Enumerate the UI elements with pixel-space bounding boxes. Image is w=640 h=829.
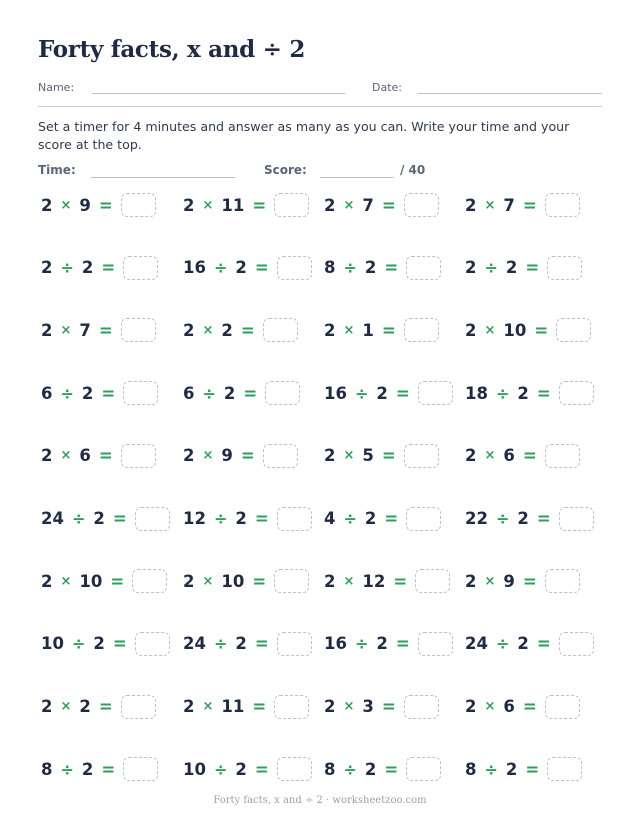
divide-sign: ÷ [484, 258, 498, 278]
answer-box[interactable] [135, 507, 170, 531]
answer-box[interactable] [545, 569, 580, 593]
operand-b: 10 [503, 320, 527, 340]
divide-sign: ÷ [343, 509, 357, 528]
operand-a: 2 [324, 320, 336, 340]
operand-a: 6 [41, 383, 53, 403]
operand-a: 6 [183, 383, 195, 403]
operand-a: 2 [41, 697, 53, 717]
answer-box[interactable] [121, 444, 156, 468]
answer-box[interactable] [123, 757, 158, 781]
equals-sign: = [254, 509, 269, 528]
equals-sign: = [381, 195, 396, 215]
operand-a: 8 [41, 759, 53, 779]
answer-box[interactable] [545, 193, 580, 217]
answer-box[interactable] [132, 569, 167, 593]
answer-box[interactable] [418, 632, 453, 656]
date-label: Date: [372, 81, 402, 94]
answer-box[interactable] [547, 757, 582, 781]
score-total: / 40 [400, 163, 426, 177]
answer-box[interactable] [559, 381, 594, 405]
operand-a: 24 [465, 634, 488, 654]
answer-box[interactable] [556, 318, 591, 342]
operand-a: 10 [183, 759, 206, 779]
answer-box[interactable] [404, 318, 439, 342]
divide-sign: ÷ [202, 383, 216, 403]
score-label: Score: [264, 163, 307, 177]
multiply-sign: × [484, 573, 496, 589]
operand-a: 18 [465, 383, 488, 403]
problem-item [465, 506, 594, 532]
operand-b: 10 [79, 571, 103, 591]
operand-b: 2 [221, 320, 233, 340]
operand-b: 2 [517, 383, 529, 403]
problem-item [324, 443, 439, 469]
problem-item [41, 380, 158, 406]
answer-box[interactable] [265, 381, 300, 405]
equals-sign: = [525, 759, 540, 779]
answer-box[interactable] [404, 695, 439, 719]
operand-a: 2 [465, 195, 477, 215]
operand-a: 2 [41, 258, 53, 278]
date-field[interactable] [418, 93, 602, 94]
multiply-sign: × [202, 322, 214, 338]
problem-item [324, 317, 439, 343]
answer-box[interactable] [415, 569, 450, 593]
problem-item [41, 317, 156, 343]
divide-sign: ÷ [495, 634, 510, 654]
answer-box[interactable] [123, 256, 158, 280]
operand-b: 2 [376, 634, 388, 654]
answer-box[interactable] [545, 444, 580, 468]
equals-sign: = [522, 571, 537, 591]
problem-item [183, 443, 298, 469]
equals-sign: = [534, 320, 549, 340]
answer-box[interactable] [274, 193, 309, 217]
operand-b: 11 [221, 697, 245, 717]
operand-b: 6 [503, 697, 515, 717]
operand-b: 3 [362, 697, 374, 717]
answer-box[interactable] [559, 507, 594, 531]
operand-b: 2 [517, 509, 529, 528]
equals-sign: = [395, 634, 410, 654]
operand-a: 4 [324, 509, 336, 528]
problem-item [324, 255, 441, 281]
problem-item [465, 443, 580, 469]
name-field[interactable] [92, 93, 345, 94]
problem-item [41, 506, 170, 532]
operand-a: 2 [41, 195, 53, 215]
operand-b: 2 [93, 509, 105, 528]
operand-a: 2 [183, 446, 195, 466]
equals-sign: = [98, 446, 113, 466]
operand-b: 2 [364, 258, 377, 278]
problem-item [465, 568, 580, 594]
equals-sign: = [536, 509, 551, 528]
operand-a: 24 [41, 509, 64, 528]
problem-item [465, 255, 582, 281]
operand-b: 2 [364, 509, 377, 528]
operand-b: 7 [503, 195, 515, 215]
operand-b: 2 [364, 759, 377, 779]
operand-b: 6 [79, 446, 91, 466]
equals-sign: = [381, 320, 396, 340]
problem-item [41, 694, 156, 720]
equals-sign: = [112, 509, 127, 528]
answer-box[interactable] [274, 569, 309, 593]
problem-item [324, 380, 453, 406]
divide-sign: ÷ [343, 258, 357, 278]
equals-sign: = [252, 571, 267, 591]
multiply-sign: × [343, 322, 355, 338]
operand-b: 2 [235, 759, 247, 779]
answer-box[interactable] [121, 193, 156, 217]
problem-item [324, 631, 453, 657]
equals-sign: = [243, 383, 258, 403]
operand-b: 2 [81, 258, 94, 278]
operand-b: 2 [235, 509, 247, 528]
answer-box[interactable] [277, 256, 312, 280]
problem-item [324, 694, 439, 720]
operand-b: 2 [505, 258, 518, 278]
operand-a: 2 [183, 571, 195, 591]
footer: Forty facts, x and ÷ 2 · worksheetzoo.com [213, 795, 427, 806]
operand-b: 2 [235, 634, 247, 654]
multiply-sign: × [484, 448, 496, 464]
operand-b: 2 [376, 383, 388, 403]
operand-a: 16 [183, 258, 206, 278]
operand-b: 2 [235, 258, 247, 278]
operand-b: 9 [221, 446, 233, 466]
answer-box[interactable] [263, 444, 298, 468]
problem-item [183, 506, 312, 532]
operand-b: 11 [221, 195, 245, 215]
multiply-sign: × [202, 197, 214, 213]
problem-item [465, 694, 580, 720]
equals-sign: = [522, 446, 537, 466]
problem-item [324, 756, 441, 782]
operand-a: 2 [324, 697, 336, 717]
problem-item [41, 255, 158, 281]
equals-sign: = [98, 697, 113, 717]
equals-sign: = [101, 759, 116, 779]
operand-a: 10 [41, 634, 64, 654]
problem-item [324, 568, 450, 594]
operand-a: 2 [41, 446, 53, 466]
multiply-sign: × [484, 699, 496, 715]
operand-a: 16 [324, 383, 347, 403]
divide-sign: ÷ [213, 509, 228, 528]
equals-sign: = [522, 697, 537, 717]
divide-sign: ÷ [71, 509, 86, 528]
answer-box[interactable] [406, 507, 441, 531]
operand-b: 7 [362, 195, 374, 215]
multiply-sign: × [60, 699, 72, 715]
problem-item [183, 192, 309, 218]
answer-box[interactable] [404, 444, 439, 468]
operand-b: 7 [79, 320, 91, 340]
answer-box[interactable] [121, 695, 156, 719]
multiply-sign: × [484, 197, 496, 213]
multiply-sign: × [202, 448, 214, 464]
multiply-sign: × [60, 322, 72, 338]
problem-item [183, 317, 298, 343]
operand-a: 2 [465, 446, 477, 466]
operand-a: 2 [324, 446, 336, 466]
multiply-sign: × [343, 448, 355, 464]
problem-item [465, 756, 582, 782]
equals-sign: = [252, 195, 267, 215]
operand-b: 2 [81, 759, 94, 779]
operand-a: 8 [324, 258, 336, 278]
problem-item [324, 506, 441, 532]
divide-sign: ÷ [60, 759, 74, 779]
divide-sign: ÷ [71, 634, 86, 654]
divide-sign: ÷ [213, 759, 228, 779]
equals-sign: = [395, 383, 410, 403]
multiply-sign: × [343, 573, 355, 589]
multiply-sign: × [343, 699, 355, 715]
multiply-sign: × [60, 197, 72, 213]
multiply-sign: × [60, 573, 72, 589]
operand-a: 2 [465, 258, 477, 278]
problem-item [183, 631, 312, 657]
equals-sign: = [110, 571, 125, 591]
operand-b: 2 [81, 383, 94, 403]
operand-b: 1 [362, 320, 374, 340]
equals-sign: = [536, 634, 551, 654]
instructions-text: Set a timer for 4 minutes and answer as many as you can. Write your time and your score at the top. [38, 119, 570, 152]
operand-a: 24 [183, 634, 206, 654]
equals-sign: = [98, 195, 113, 215]
problem-item [465, 192, 580, 218]
answer-box[interactable] [277, 632, 312, 656]
operand-a: 2 [183, 697, 195, 717]
divide-sign: ÷ [213, 258, 228, 278]
operand-a: 2 [183, 320, 195, 340]
answer-box[interactable] [418, 381, 453, 405]
answer-box[interactable] [559, 632, 594, 656]
time-field[interactable] [91, 177, 235, 178]
multiply-sign: × [202, 699, 214, 715]
equals-sign: = [381, 697, 396, 717]
equals-sign: = [522, 195, 537, 215]
equals-sign: = [384, 258, 399, 278]
multiply-sign: × [60, 448, 72, 464]
operand-a: 2 [465, 571, 477, 591]
operand-b: 10 [221, 571, 245, 591]
operand-a: 2 [324, 195, 336, 215]
divide-sign: ÷ [484, 759, 498, 779]
score-field[interactable] [320, 177, 394, 178]
divide-sign: ÷ [495, 383, 510, 403]
divide-sign: ÷ [213, 634, 228, 654]
answer-box[interactable] [406, 256, 441, 280]
problem-item [41, 631, 170, 657]
answer-box[interactable] [547, 256, 582, 280]
operand-a: 12 [183, 509, 206, 528]
header-divider [38, 106, 602, 107]
equals-sign: = [536, 383, 551, 403]
operand-a: 2 [324, 571, 336, 591]
operand-b: 9 [79, 195, 91, 215]
operand-b: 5 [362, 446, 374, 466]
equals-sign: = [393, 571, 408, 591]
operand-b: 12 [362, 571, 386, 591]
problem-item [465, 631, 594, 657]
answer-box[interactable] [545, 695, 580, 719]
operand-b: 2 [517, 634, 529, 654]
equals-sign: = [384, 759, 399, 779]
answer-box[interactable] [135, 632, 170, 656]
divide-sign: ÷ [60, 383, 74, 403]
answer-box[interactable] [277, 507, 312, 531]
operand-b: 6 [503, 446, 515, 466]
equals-sign: = [525, 258, 540, 278]
problem-item [465, 317, 591, 343]
equals-sign: = [101, 383, 116, 403]
divide-sign: ÷ [60, 258, 74, 278]
operand-a: 2 [41, 571, 53, 591]
answer-box[interactable] [404, 193, 439, 217]
equals-sign: = [254, 634, 269, 654]
problem-item [183, 568, 309, 594]
equals-sign: = [384, 509, 399, 528]
operand-a: 16 [324, 634, 347, 654]
problem-item [465, 380, 594, 406]
equals-sign: = [254, 759, 269, 779]
multiply-sign: × [484, 322, 496, 338]
multiply-sign: × [202, 573, 214, 589]
divide-sign: ÷ [343, 759, 357, 779]
operand-b: 2 [93, 634, 105, 654]
problem-item [183, 756, 312, 782]
problem-item [41, 756, 158, 782]
problem-item [324, 192, 439, 218]
answer-box[interactable] [121, 318, 156, 342]
problem-item [41, 443, 156, 469]
problem-item [183, 694, 309, 720]
operand-a: 8 [324, 759, 336, 779]
operand-a: 2 [41, 320, 53, 340]
operand-a: 8 [465, 759, 477, 779]
answer-box[interactable] [274, 695, 309, 719]
divide-sign: ÷ [354, 383, 369, 403]
operand-a: 2 [465, 320, 477, 340]
answer-box[interactable] [277, 757, 312, 781]
equals-sign: = [112, 634, 127, 654]
problem-item [183, 255, 312, 281]
operand-b: 2 [79, 697, 91, 717]
page-title: Forty facts, x and ÷ 2 [38, 36, 306, 63]
operand-a: 22 [465, 509, 488, 528]
equals-sign: = [254, 258, 269, 278]
equals-sign: = [101, 258, 116, 278]
problem-item [41, 192, 156, 218]
operand-b: 2 [505, 759, 518, 779]
answer-box[interactable] [406, 757, 441, 781]
divide-sign: ÷ [495, 509, 510, 528]
time-label: Time: [38, 163, 76, 177]
problem-item [183, 380, 300, 406]
equals-sign: = [240, 446, 255, 466]
equals-sign: = [98, 320, 113, 340]
multiply-sign: × [343, 197, 355, 213]
equals-sign: = [381, 446, 396, 466]
equals-sign: = [252, 697, 267, 717]
answer-box[interactable] [123, 381, 158, 405]
problem-item [41, 568, 167, 594]
answer-box[interactable] [263, 318, 298, 342]
operand-a: 2 [465, 697, 477, 717]
operand-b: 2 [223, 383, 236, 403]
operand-a: 2 [183, 195, 195, 215]
equals-sign: = [240, 320, 255, 340]
operand-b: 9 [503, 571, 515, 591]
name-label: Name: [38, 81, 75, 94]
divide-sign: ÷ [354, 634, 369, 654]
